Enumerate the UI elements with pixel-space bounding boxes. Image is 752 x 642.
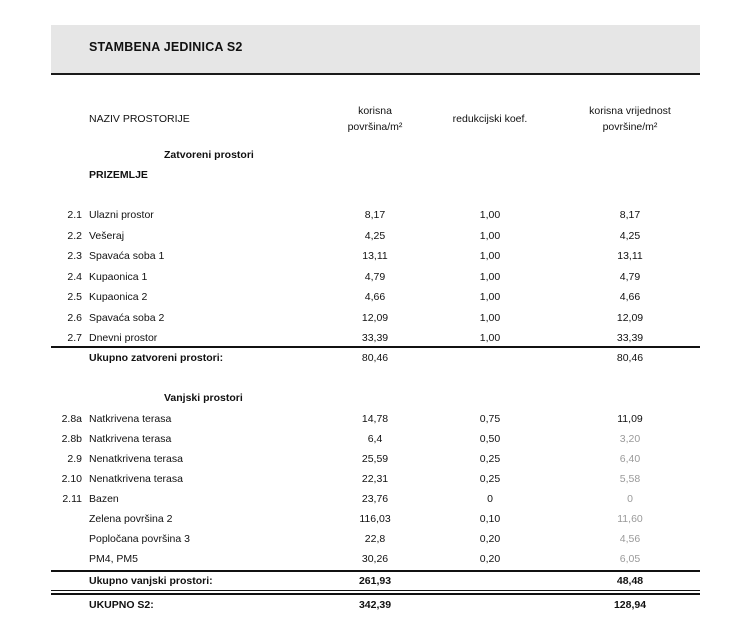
row-area: 6,4 — [367, 433, 383, 445]
row-value: 33,39 — [616, 332, 644, 344]
row-name: Natkrivena terasa — [89, 413, 172, 425]
row-number: 2.6 — [67, 311, 82, 324]
row-name: Popločana površina 3 — [89, 533, 190, 545]
row-area: 8,17 — [364, 209, 386, 221]
row-number: 2.9 — [67, 453, 82, 465]
row-value: 5,58 — [619, 473, 641, 485]
row-value: 13,11 — [617, 250, 643, 262]
row-value: 4,25 — [619, 229, 641, 242]
row-number: 2.7 — [67, 332, 82, 344]
row-coef: 1,00 — [479, 332, 501, 344]
divider — [51, 593, 700, 595]
row-coef: 0,20 — [479, 553, 501, 565]
column-header-coef: redukcijski koef. — [452, 113, 528, 125]
closed-total-area: 80,46 — [361, 352, 389, 364]
row-area: 22,31 — [361, 473, 389, 485]
row-area: 14,78 — [361, 413, 389, 425]
row-area: 4,25 — [364, 229, 386, 242]
row-area: 33,39 — [361, 332, 389, 344]
section-heading-closed: Zatvoreni prostori — [164, 149, 254, 161]
row-number: 2.8b — [61, 433, 82, 445]
column-header-name: NAZIV PROSTORIJE — [89, 113, 190, 125]
row-coef: 0,25 — [479, 453, 501, 465]
row-value: 11,60 — [617, 513, 643, 525]
row-area: 12,09 — [361, 311, 389, 324]
open-total-label: Ukupno vanjski prostori: — [89, 575, 213, 587]
open-total-area: 261,93 — [358, 575, 392, 587]
row-value: 8,17 — [619, 209, 641, 221]
row-value: 4,79 — [619, 270, 641, 283]
column-header-area: korisna površina/m² — [347, 105, 403, 133]
divider — [51, 346, 700, 348]
row-coef: 1,00 — [479, 311, 501, 324]
row-value: 12,09 — [616, 311, 644, 324]
row-number: 2.8a — [61, 413, 82, 425]
row-name: Natkrivena terasa — [89, 433, 172, 445]
grand-total-label: UKUPNO S2: — [89, 599, 154, 611]
column-header-value: korisna vrijednost površine/m² — [589, 105, 671, 133]
floor-heading: PRIZEMLJE — [89, 169, 148, 181]
row-name: Nenatkrivena terasa — [89, 453, 183, 465]
row-area: 4,79 — [364, 270, 386, 283]
row-name: Vešeraj — [89, 229, 125, 242]
page-title: STAMBENA JEDINICA S2 — [89, 40, 243, 54]
row-coef: 0,75 — [479, 413, 501, 425]
divider — [51, 590, 700, 591]
row-name: Kupaonica 1 — [89, 270, 148, 283]
row-coef: 0,50 — [479, 433, 501, 445]
row-number: 2.4 — [67, 270, 82, 283]
row-number: 2.10 — [61, 473, 82, 485]
row-coef: 1,00 — [479, 270, 501, 283]
row-value: 3,20 — [619, 433, 641, 445]
row-value: 4,66 — [619, 291, 641, 303]
row-value: 11,09 — [617, 413, 643, 425]
row-value: 6,05 — [619, 553, 641, 565]
grand-total-value: 128,94 — [613, 599, 647, 611]
row-coef: 1,00 — [479, 291, 501, 303]
row-value: 6,40 — [619, 453, 641, 465]
row-area: 23,76 — [361, 493, 389, 505]
row-name: Zelena površina 2 — [89, 513, 173, 525]
row-name: Bazen — [89, 493, 119, 505]
row-coef: 0,20 — [479, 533, 501, 545]
row-coef: 1,00 — [479, 229, 501, 242]
row-number: 2.2 — [67, 229, 82, 242]
row-area: 13,11 — [362, 250, 388, 262]
row-area: 25,59 — [361, 453, 389, 465]
row-area: 22,8 — [364, 533, 386, 545]
closed-total-value: 80,46 — [616, 352, 644, 364]
row-coef: 1,00 — [479, 250, 501, 262]
row-area: 30,26 — [361, 553, 389, 565]
row-coef: 1,00 — [479, 209, 501, 221]
open-total-value: 48,48 — [616, 575, 644, 587]
closed-total-label: Ukupno zatvoreni prostori: — [89, 352, 224, 364]
row-number: 2.1 — [67, 209, 82, 221]
title-bar — [51, 25, 700, 75]
row-coef: 0,10 — [479, 513, 501, 525]
row-name: Ulazni prostor — [89, 209, 154, 221]
grand-total-area: 342,39 — [358, 599, 392, 611]
row-name: Spavaća soba 2 — [89, 311, 165, 324]
row-name: Dnevni prostor — [89, 332, 158, 344]
divider — [51, 570, 700, 572]
row-name: Spavaća soba 1 — [89, 250, 165, 262]
row-name: Nenatkrivena terasa — [89, 473, 183, 485]
row-value: 4,56 — [619, 533, 641, 545]
row-number: 2.5 — [67, 291, 82, 303]
row-value: 0 — [627, 493, 633, 505]
row-name: Kupaonica 2 — [89, 291, 148, 303]
row-coef: 0,25 — [479, 473, 501, 485]
row-number: 2.3 — [67, 250, 82, 262]
row-coef: 0 — [487, 493, 493, 505]
row-area: 4,66 — [364, 291, 386, 303]
section-heading-open: Vanjski prostori — [164, 392, 243, 404]
row-area: 116,03 — [359, 513, 391, 525]
row-name: PM4, PM5 — [89, 553, 139, 565]
row-number: 2.11 — [62, 493, 82, 505]
